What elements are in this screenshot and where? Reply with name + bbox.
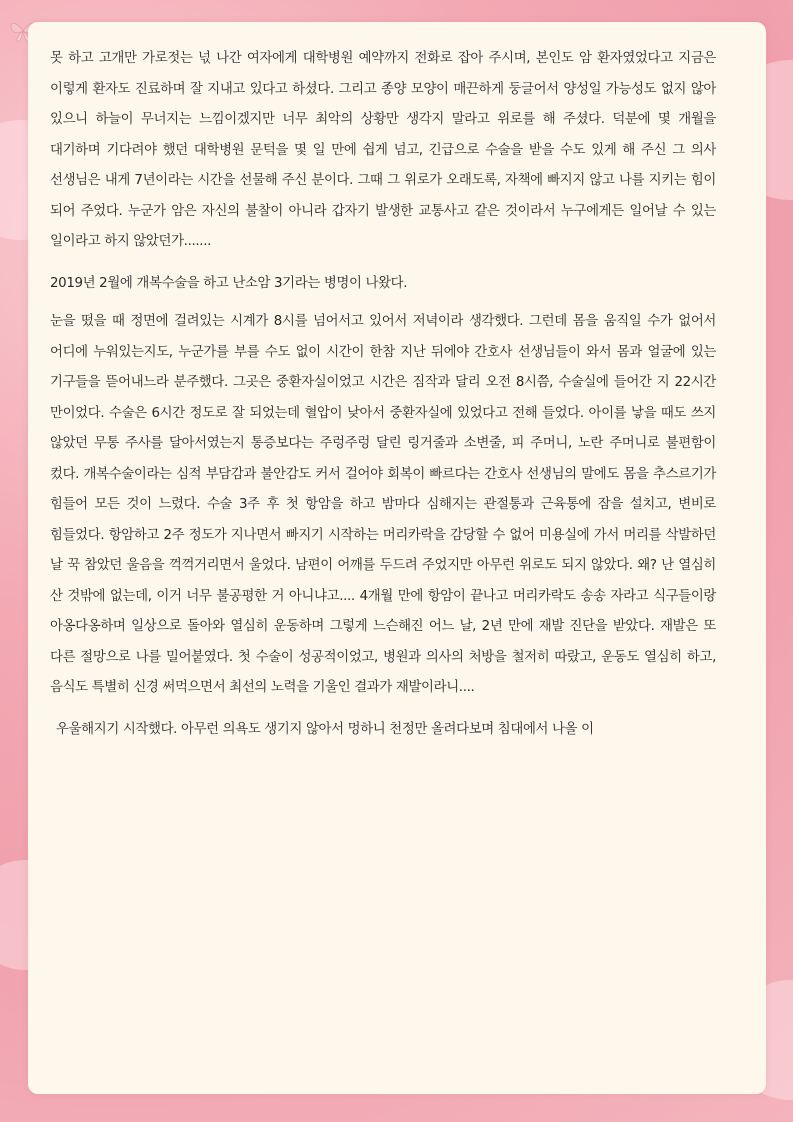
paragraph: 2019년 2월에 개복수술을 하고 난소암 3기라는 병명이 나왔다. <box>50 275 408 291</box>
paragraph: 눈을 떴을 때 정면에 걸려있는 시계가 8시를 넘어서고 있어서 저녁이라 생각했다. 그런데 몸을 움직일 수가 없어서 어디에 누워있는지도, 누군가를 부를 수도 없이 시간이 한참 지난 뒤에야 간호사 선생님들이 와서 몸과 얼굴에 있는 기구들을 뜯어내느라 분주했다. 그곳은 중환자실이었고 시간은 짐작과 달리 오전 8시쯤, 수술실에 들어간 지 22시간 만이었다. 수술은 6시간 정도로 잘 되었는데 혈압이 낮아서 중환자실에 있었다고 전해 들었다. 아이를 낳을 때도 쓰지 않았던 무통 주사를 달아서였는지 통증보다는 주렁주렁 달린 링거줄과 소변줄, 피 주머니, 노란 주머니로 불편함이 컸다. 개복수술이라는 심적 부담감과 불안감도 커서 걸어야 회복이 빠르다는 간호사 선생님의 말에도 몸을 추스르기가 힘들어 모든 것이 느렸다. 수술 3주 후 첫 항암을 하고 밤마다 심해지는 관절통과 근육통에 잠을 설치고, 변비로 힘들었다. 항암하고 2주 정도가 지나면서 빠지기 시작하는 머리카락을 감당할 수 없어 미용실에 가서 머리를 삭발하던 날 꾹 참았던 울음을 꺽꺽거리면서 울었다. 남편이 어깨를 두드려 주었지만 아무런 위로도 되지 않았다. 왜? 난 열심히 산 것밖에 없는데, 이거 너무 불공평한 거 아니냐고.... 4개월 만에 항암이 끝나고 머리카락도 송송 자라고 식구들이랑 아옹다옹하며 일상으로 돌아와 열심히 운동하며 그렇게 느슨해진 어느 날, 2년 만에 재발 진단을 받았다. 재발은 또 다른 절망으로 나를 밀어붙였다. 첫 수술이 성공적이었고, 병원과 의사의 처방을 철저히 따랐고, 운동도 열심히 하고, 음식도 특별히 신경 써먹으면서 최선의 노력을 기울인 결과가 재발이라니.... <box>50 314 716 695</box>
document-body <box>50 44 716 756</box>
paragraph: 우울해지기 시작했다. 아무런 의욕도 생기지 않아서 멍하니 천정만 올려다보며 침대에서 나올 이 <box>56 721 594 737</box>
paragraph: 못 하고 고개만 가로젓는 넋 나간 여자에게 대학병원 예약까지 전화로 잡아 주시며, 본인도 암 환자였었다고 지금은 이렇게 환자도 진료하며 잘 지내고 있다고 하셨다. 그리고 종양 모양이 매끈하게 둥글어서 양성일 가능성도 없지 않아 있으니 하늘이 무너지는 느낌이겠지만 너무 최악의 상황만 생각지 말라고 위로를 해 주셨다. 덕분에 몇 개월을 대기하며 기다려야 했던 대학병원 문턱을 몇 일 만에 쉽게 넘고, 긴급으로 수술을 받을 수도 있게 해 주신 그 의사 선생님은 내게 7년이라는 시간을 선물해 주신 분이다. 그때 그 위로가 오래도록, 자책에 빠지지 않고 나를 지키는 힘이 되어 주었다. 누군가 암은 자신의 불찰이 아니라 갑자기 발생한 교통사고 같은 것이라서 누구에게든 일어날 수 있는 일이라고 하지 않았던가....... <box>50 51 716 249</box>
